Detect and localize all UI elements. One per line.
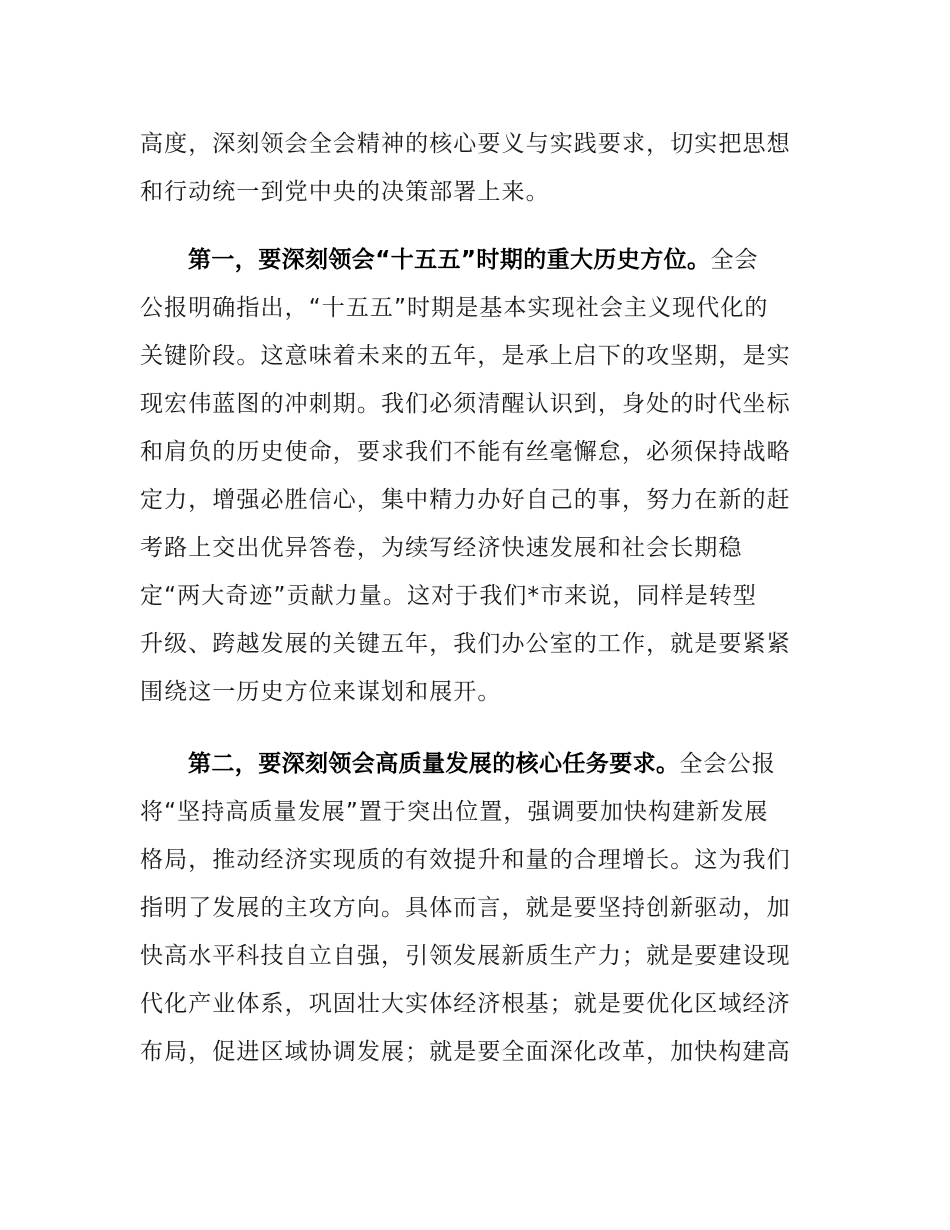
text-line <box>140 980 820 1028</box>
text-line <box>140 1028 820 1076</box>
text-line <box>140 524 820 572</box>
line-text: 定力，增强必胜信心，集中精力办好自己的事，努力在新的赶 <box>140 487 791 513</box>
line-text: 考路上交出优异答卷，为续写经济快速发展和社会长期稳 <box>140 535 743 561</box>
text-line <box>140 284 820 332</box>
line-text: 关键阶段。这意味着未来的五年，是承上启下的攻坚期，是实 <box>140 343 791 369</box>
line-text: 快高水平科技自立自强，引领发展新质生产力；就是要建设现 <box>140 943 791 969</box>
line-text: 定“两大奇迹”贡献力量。这对于我们*市来说，同样是转型 <box>140 583 758 609</box>
line-text: 格局，推动经济实现质的有效提升和量的合理增长。这为我们 <box>140 847 791 873</box>
line-text: 现宏伟蓝图的冲刺期。我们必须清醒认识到，身处的时代坐标 <box>140 391 791 417</box>
line-text: 全会 <box>710 247 759 273</box>
line-text: 高度，深刻领会全会精神的核心要义与实践要求，切实把思想 <box>140 131 791 157</box>
text-line <box>140 168 820 216</box>
line-text: 布局，促进区域协调发展；就是要全面深化改革，加快构建高 <box>140 1039 791 1065</box>
text-line <box>140 428 820 476</box>
text-line <box>140 572 820 620</box>
text-line <box>140 668 820 716</box>
text-line <box>188 236 868 284</box>
text-line <box>140 836 820 884</box>
line-text: 将“坚持高质量发展”置于突出位置，强调要加快构建新发展 <box>140 799 769 825</box>
line-text: 和行动统一到党中央的决策部署上来。 <box>140 179 550 205</box>
line-text: 升级、跨越发展的关键五年，我们办公室的工作，就是要紧紧 <box>140 631 791 657</box>
line-text: 和肩负的历史使命，要求我们不能有丝毫懈怠，必须保持战略 <box>140 439 791 465</box>
line-text: 指明了发展的主攻方向。具体而言，就是要坚持创新驱动，加 <box>140 895 791 921</box>
text-line <box>140 380 820 428</box>
line-text: 公报明确指出，“十五五”时期是基本实现社会主义现代化的 <box>140 295 769 321</box>
text-line <box>140 788 820 836</box>
text-line <box>140 884 820 932</box>
text-line <box>140 476 820 524</box>
text-line <box>188 740 868 788</box>
text-line <box>140 120 820 168</box>
line-text: 代化产业体系，巩固壮大实体经济根基；就是要优化区域经济 <box>140 991 791 1017</box>
line-text: 全会公报 <box>679 751 776 777</box>
text-line <box>140 332 820 380</box>
point-two-heading: 第二，要深刻领会高质量发展的核心任务要求。 <box>188 751 680 777</box>
line-text: 围绕这一历史方位来谋划和展开。 <box>140 679 502 705</box>
text-line <box>140 620 820 668</box>
text-line <box>140 932 820 980</box>
point-one-heading: 第一，要深刻领会“十五五”时期的重大历史方位。 <box>188 247 711 273</box>
